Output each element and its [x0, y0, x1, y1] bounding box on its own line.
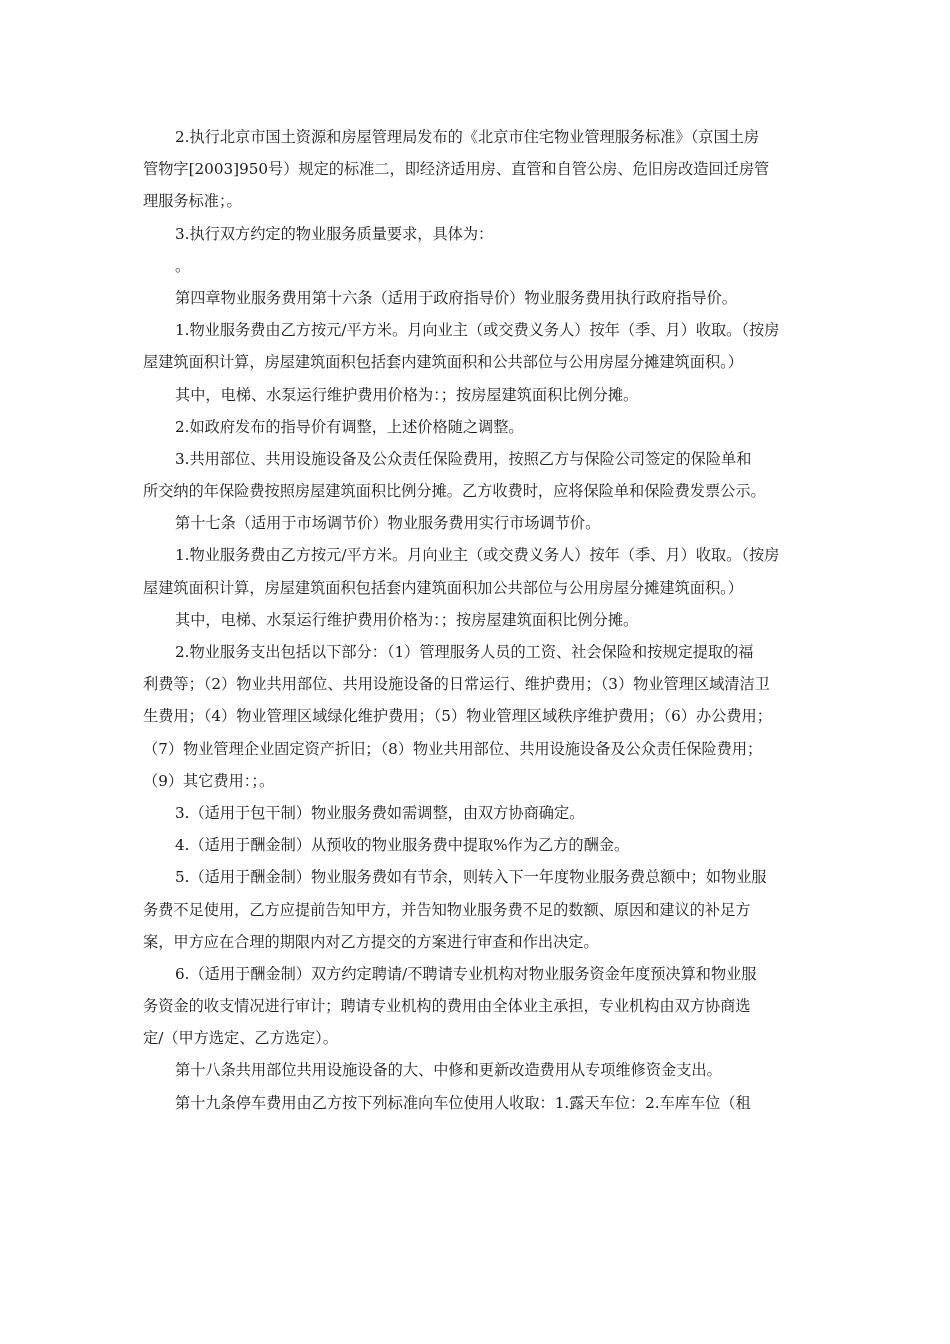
text-line: 其中，电梯、水泵运行维护费用价格为：；按房屋建筑面积比例分摊。	[175, 610, 639, 629]
text-line: 6.（适用于酬金制）双方约定聘请/不聘请专业机构对物业服务资金年度预决算和物业服	[175, 964, 757, 983]
text-line: 1.物业服务费由乙方按元/平方米。月向业主（或交费义务人）按年（季、月）收取。（按房	[175, 321, 780, 340]
text-line: 案，甲方应在合理的期限内对乙方提交的方案进行审查和作出决定。	[143, 932, 599, 951]
text-line: 所交纳的年保险费按照房屋建筑面积比例分摊。乙方收费时，应将保险单和保险费发票公示。	[143, 482, 766, 501]
text-line: 2.执行北京市国土资源和房屋管理局发布的《北京市住宅物业管理服务标准》（京国土房	[175, 128, 760, 146]
text-line: 其中，电梯、水泵运行维护费用价格为：；按房屋建筑面积比例分摊。	[175, 385, 639, 404]
text-line: （7）物业管理企业固定资产折旧；（8）物业共用部位、共用设施设备及公众责任保险费用；	[143, 739, 763, 758]
text-line: 理服务标准；。	[143, 192, 242, 211]
document-body	[143, 121, 810, 1119]
text-line: 4.（适用于酬金制）从预收的物业服务费中提取%作为乙方的酬金。	[175, 836, 630, 855]
text-line: 5.（适用于酬金制）物业服务费如有节余，则转入下一年度物业服务费总额中；如物业服	[175, 868, 767, 887]
text-line: 第四章物业服务费用第十六条（适用于政府指导价）物业服务费用执行政府指导价。	[175, 288, 737, 307]
text-line: 第十七条（适用于市场调节价）物业服务费用实行市场调节价。	[175, 514, 601, 533]
text-line: 管物字[2003]950号）规定的标准二，即经济适用房、直管和自管公房、危旧房改造回迁房管	[143, 160, 770, 179]
text-line: 屋建筑面积计算，房屋建筑面积包括套内建筑面积加公共部位与公用房屋分摊建筑面积。）	[143, 578, 743, 597]
text-line: （9）其它费用：；。	[143, 771, 275, 790]
text-line: 第十九条停车费用由乙方按下列标准向车位使用人收取：1.露天车位：2.车库车位（租	[175, 1093, 751, 1112]
text-line: 定/（甲方选定、乙方选定）。	[143, 1029, 338, 1048]
text-line: 利费等；（2）物业共用部位、共用设施设备的日常运行、维护费用；（3）物业管理区域清洁卫	[143, 675, 770, 694]
text-line: 3.（适用于包干制）物业服务费如需调整，由双方协商确定。	[175, 803, 585, 822]
text-line: 务费不足使用，乙方应提前告知甲方，并告知物业服务费不足的数额、原因和建议的补足方	[143, 900, 751, 919]
text-line: 2.如政府发布的指导价有调整，上述价格随之调整。	[175, 417, 524, 436]
text-line: 屋建筑面积计算，房屋建筑面积包括套内建筑面积和公共部位与公用房屋分摊建筑面积。）	[143, 353, 743, 372]
text-line: 。	[175, 256, 191, 275]
text-line: 第十八条共用部位共用设施设备的大、中修和更新改造费用从专项维修资金支出。	[175, 1061, 722, 1080]
text-line: 生费用；（4）物业管理区域绿化维护费用；（5）物业管理区域秩序维护费用；（6）办公费用；	[143, 707, 772, 726]
text-line: 3.共用部位、共用设施设备及公众责任保险费用，按照乙方与保险公司签定的保险单和	[175, 449, 752, 468]
text-line: 1.物业服务费由乙方按元/平方米。月向业主（或交费义务人）按年（季、月）收取。（按房	[175, 546, 780, 565]
text-line: 3.执行双方约定的物业服务质量要求，具体为：	[175, 224, 494, 243]
text-line: 务资金的收支情况进行审计；聘请专业机构的费用由全体业主承担，专业机构由双方协商选	[143, 997, 751, 1016]
text-line: 2.物业服务支出包括以下部分：（1）管理服务人员的工资、社会保险和按规定提取的福	[175, 643, 754, 661]
